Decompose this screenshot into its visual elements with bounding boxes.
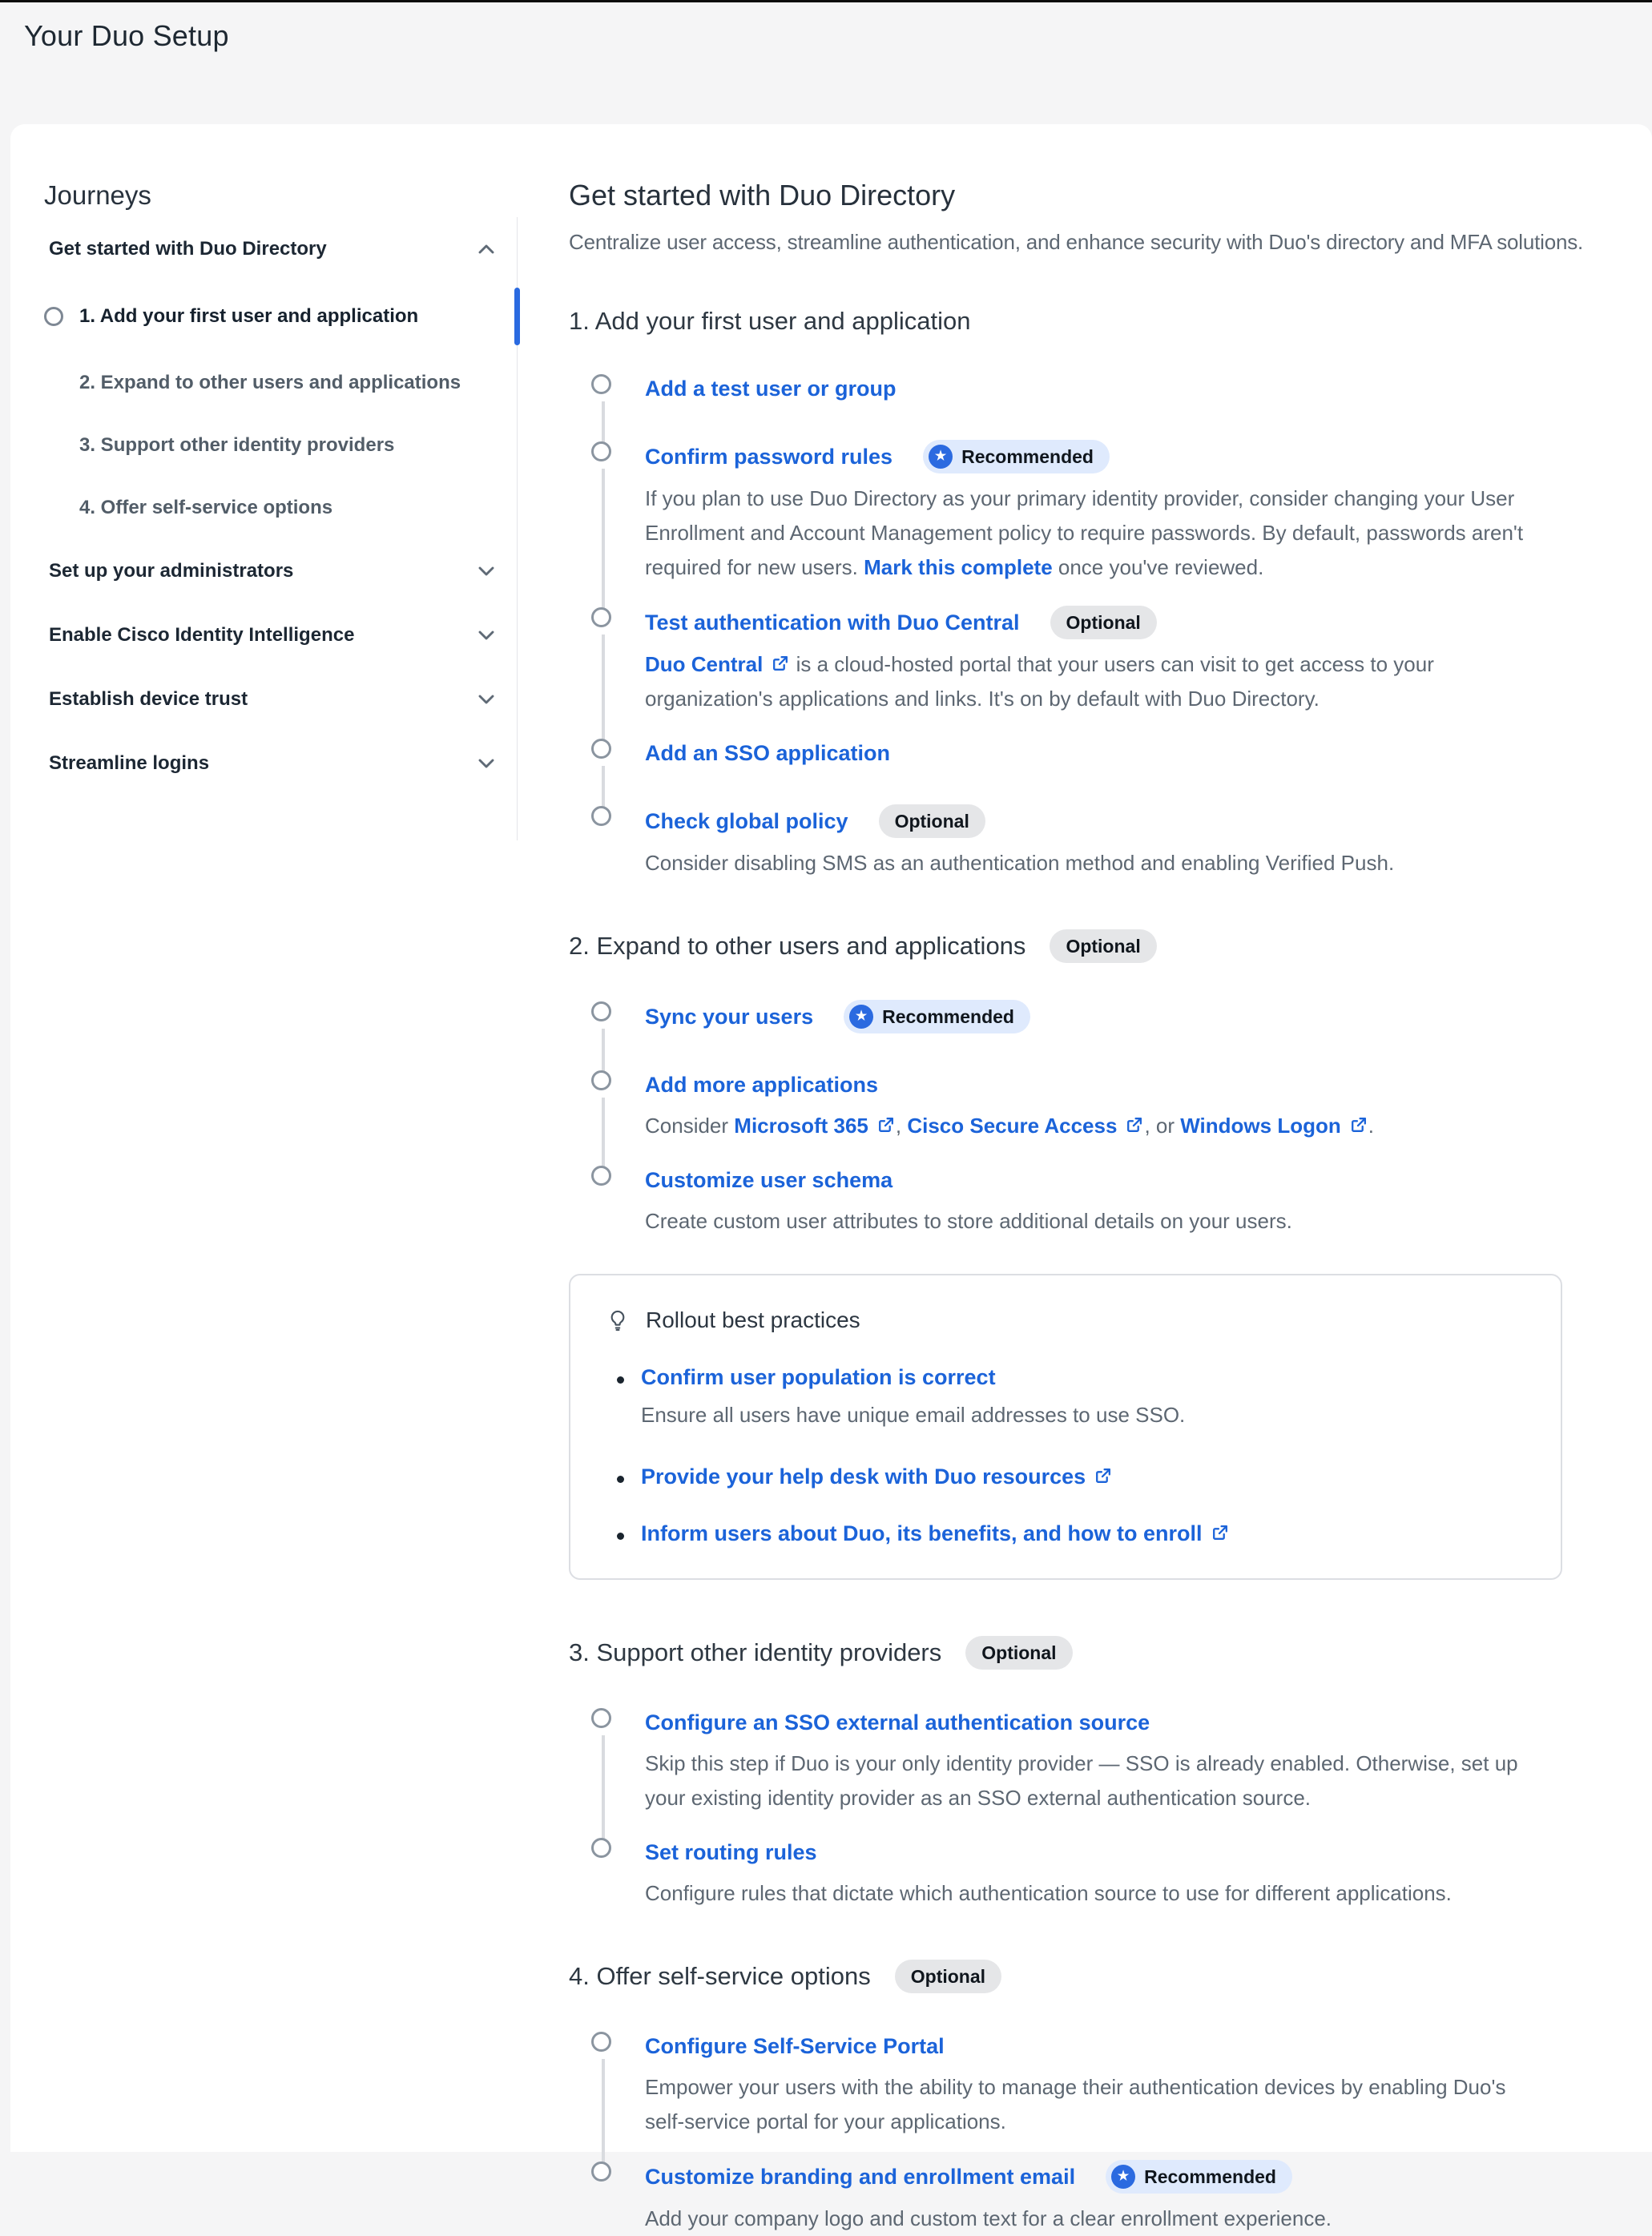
add-sso-application-link[interactable]: Add an SSO application <box>645 740 891 765</box>
desc-text: If you plan to use Duo Directory as your primary identity provider, consider changing your User Enrollment and Account Management policy to require passwords. By default, passwords aren't required for new users. <box>645 486 1524 579</box>
windows-logon-link[interactable]: Windows Logon <box>1180 1114 1341 1138</box>
step-confirm-password-rules <box>569 440 1636 585</box>
recommended-badge <box>923 440 1110 473</box>
journey-group-toggle-identity-intelligence[interactable] <box>44 603 517 667</box>
viewport-top-edge <box>0 0 1652 2</box>
recommended-badge <box>844 1000 1030 1033</box>
step-description <box>645 647 1542 716</box>
step-description: Empower your users with the ability to manage their authentication devices by enabling Duo's self-service portal for your applications. <box>645 2075 1506 2133</box>
callout-item-confirm-population <box>615 1365 1525 1432</box>
journey-step-label: 3. Support other identity providers <box>79 434 395 456</box>
customize-user-schema-link[interactable]: Customize user schema <box>645 1167 893 1192</box>
step-radio-circle <box>44 307 63 326</box>
step-list <box>569 2030 1636 2236</box>
step-checkbox-circle[interactable] <box>591 1838 611 1858</box>
inform-users-link[interactable]: Inform users about Duo, its benefits, and how to enroll <box>641 1521 1203 1545</box>
external-link-icon <box>1093 1466 1113 1486</box>
callout-item-help-desk <box>615 1464 1525 1489</box>
step-checkbox-circle[interactable] <box>591 739 611 759</box>
step-check-global-policy <box>569 804 1636 880</box>
step-description: Consider disabling SMS as an authentication method and enabling Verified Push. <box>645 851 1395 875</box>
journey-group-toggle-device-trust[interactable] <box>44 667 517 731</box>
step-checkbox-circle[interactable] <box>591 441 611 461</box>
page-title: Your Duo Setup <box>24 19 229 52</box>
configure-self-service-portal-link[interactable]: Configure Self-Service Portal <box>645 2033 945 2058</box>
step-checkbox-circle[interactable] <box>591 1001 611 1021</box>
sidebar-item-add-first-user[interactable] <box>44 281 517 352</box>
step-customize-user-schema <box>569 1164 1636 1239</box>
sidebar-item-self-service[interactable] <box>44 477 517 539</box>
step-list <box>569 373 1636 880</box>
journey-group-label: Streamline logins <box>49 752 210 774</box>
step-description <box>645 1109 1542 1143</box>
step-description: Create custom user attributes to store additional details on your users. <box>645 1209 1292 1233</box>
step-customize-branding <box>569 2160 1636 2236</box>
journey-group-label: Get started with Duo Directory <box>49 238 327 260</box>
journey-group-toggle-administrators[interactable] <box>44 539 517 603</box>
step-list <box>569 1000 1636 1239</box>
step-add-test-user <box>569 373 1636 405</box>
section-title: 4. Offer self-service options <box>569 1962 871 1990</box>
cisco-secure-access-link[interactable]: Cisco Secure Access <box>907 1114 1118 1138</box>
journey-group-get-started <box>44 217 517 539</box>
step-checkbox-circle[interactable] <box>591 374 611 394</box>
step-description: Skip this step if Duo is your only identity provider — SSO is already enabled. Otherwise, set up your existing identity provider as an SSO external authentication source. <box>645 1751 1518 1810</box>
optional-badge <box>895 1960 1001 1993</box>
callout-item-description: Ensure all users have unique email addresses to use SSO. <box>641 1403 1186 1427</box>
sidebar-item-expand-users[interactable] <box>44 352 517 414</box>
confirm-user-population-link[interactable]: Confirm user population is correct <box>641 1365 996 1389</box>
section-title: 2. Expand to other users and applications <box>569 932 1026 960</box>
step-checkbox-circle[interactable] <box>591 806 611 826</box>
callout-list <box>606 1365 1525 1546</box>
chevron-down-icon <box>473 751 499 776</box>
step-description: Add your company logo and custom text for a clear enrollment experience. <box>645 2206 1332 2230</box>
step-sync-your-users <box>569 1000 1636 1033</box>
section-add-first-user <box>569 307 1636 880</box>
optional-badge <box>1050 929 1156 963</box>
mark-this-complete-link[interactable]: Mark this complete <box>864 555 1053 579</box>
duo-central-link[interactable]: Duo Central <box>645 652 764 676</box>
desc-text: , <box>895 1114 908 1138</box>
external-link-icon <box>1210 1523 1230 1543</box>
external-link-icon <box>1124 1115 1144 1135</box>
journeys-sidebar <box>10 124 518 2152</box>
recommended-badge <box>1106 2160 1292 2194</box>
section-title: 3. Support other identity providers <box>569 1638 942 1666</box>
star-icon: ★ <box>849 1005 873 1029</box>
journey-group-toggle-get-started[interactable] <box>44 217 517 281</box>
section-title: 1. Add your first user and application <box>569 307 971 335</box>
external-link-icon <box>876 1115 896 1135</box>
star-icon: ★ <box>929 445 953 469</box>
step-checkbox-circle[interactable] <box>591 1708 611 1728</box>
journeys-nav <box>44 217 518 840</box>
journeys-heading: Journeys <box>44 180 151 210</box>
configure-sso-source-link[interactable]: Configure an SSO external authentication source <box>645 1710 1150 1734</box>
step-checkbox-circle[interactable] <box>591 1166 611 1186</box>
journey-title: Get started with Duo Directory <box>569 179 956 212</box>
add-more-applications-link[interactable]: Add more applications <box>645 1072 879 1097</box>
step-configure-self-service-portal <box>569 2030 1636 2139</box>
journey-intro: Centralize user access, streamline authentication, and enhance security with Duo's directory and MFA solutions. <box>569 230 1584 254</box>
test-duo-central-link[interactable]: Test authentication with Duo Central <box>645 610 1020 635</box>
journey-step-label: 1. Add your first user and application <box>79 305 419 327</box>
badge-label: Recommended <box>1144 2165 1276 2187</box>
star-icon: ★ <box>1111 2165 1135 2189</box>
badge-label: Recommended <box>961 445 1094 467</box>
help-desk-resources-link[interactable]: Provide your help desk with Duo resources <box>641 1464 1086 1489</box>
journey-group-label: Enable Cisco Identity Intelligence <box>49 624 355 646</box>
optional-badge <box>965 1636 1072 1670</box>
desc-text: is a cloud-hosted portal that your users can visit to get access to your organization's applications and links. It's on by default with Duo Directory. <box>645 652 1434 711</box>
microsoft-365-link[interactable]: Microsoft 365 <box>734 1114 868 1138</box>
badge-label: Optional <box>981 1642 1057 1663</box>
section-support-idp <box>569 1636 1636 1911</box>
step-set-routing-rules <box>569 1836 1636 1911</box>
callout-item-inform-users <box>615 1521 1525 1546</box>
journey-group-toggle-streamline-logins[interactable] <box>44 731 517 796</box>
chevron-down-icon <box>473 622 499 648</box>
setup-card <box>10 124 1652 2230</box>
desc-text: Consider <box>645 1114 735 1138</box>
badge-label: Optional <box>1066 611 1141 633</box>
step-checkbox-circle[interactable] <box>591 607 611 627</box>
step-test-duo-central <box>569 606 1636 716</box>
desc-text: once you've reviewed. <box>1052 555 1264 579</box>
desc-text: , or <box>1144 1114 1181 1138</box>
journey-step-label: 2. Expand to other users and applications <box>79 372 461 393</box>
badge-label: Recommended <box>882 1005 1014 1027</box>
add-test-user-link[interactable]: Add a test user or group <box>645 376 897 401</box>
step-add-more-applications <box>569 1069 1636 1143</box>
rollout-best-practices-card <box>569 1274 1562 1580</box>
external-link-icon <box>770 654 790 674</box>
journey-step-label: 4. Offer self-service options <box>79 497 333 518</box>
page-header <box>0 0 1652 122</box>
sidebar-item-support-idp[interactable] <box>44 414 517 477</box>
step-checkbox-circle[interactable] <box>591 2161 611 2182</box>
step-description <box>645 481 1542 585</box>
step-add-sso-application <box>569 737 1636 769</box>
step-list <box>569 1706 1636 1911</box>
chevron-up-icon <box>473 236 499 262</box>
step-configure-sso-source <box>569 1706 1636 1815</box>
set-routing-rules-link[interactable]: Set routing rules <box>645 1839 817 1864</box>
sync-your-users-link[interactable]: Sync your users <box>645 1004 814 1029</box>
badge-label: Optional <box>910 1965 986 1987</box>
desc-text: . <box>1368 1114 1374 1138</box>
chevron-down-icon <box>473 558 499 584</box>
section-self-service <box>569 1960 1636 2236</box>
optional-badge <box>1050 606 1157 639</box>
customize-branding-link[interactable]: Customize branding and enrollment email <box>645 2164 1076 2189</box>
journey-step-list <box>44 281 517 539</box>
step-description: Configure rules that dictate which authentication source to use for different applications. <box>645 1881 1452 1905</box>
badge-label: Optional <box>1066 935 1141 957</box>
callout-title: Rollout best practices <box>646 1307 860 1332</box>
journey-group-label: Establish device trust <box>49 688 248 710</box>
optional-badge <box>879 804 985 838</box>
step-checkbox-circle[interactable] <box>591 2032 611 2052</box>
section-expand-users <box>569 929 1636 1580</box>
chevron-down-icon <box>473 687 499 712</box>
external-link-icon <box>1348 1115 1368 1135</box>
check-global-policy-link[interactable]: Check global policy <box>645 808 848 833</box>
journey-group-label: Set up your administrators <box>49 560 294 582</box>
journey-content <box>518 124 1652 2230</box>
lightbulb-icon <box>606 1308 630 1332</box>
badge-label: Optional <box>894 810 969 832</box>
step-checkbox-circle[interactable] <box>591 1070 611 1090</box>
confirm-password-rules-link[interactable]: Confirm password rules <box>645 444 893 469</box>
